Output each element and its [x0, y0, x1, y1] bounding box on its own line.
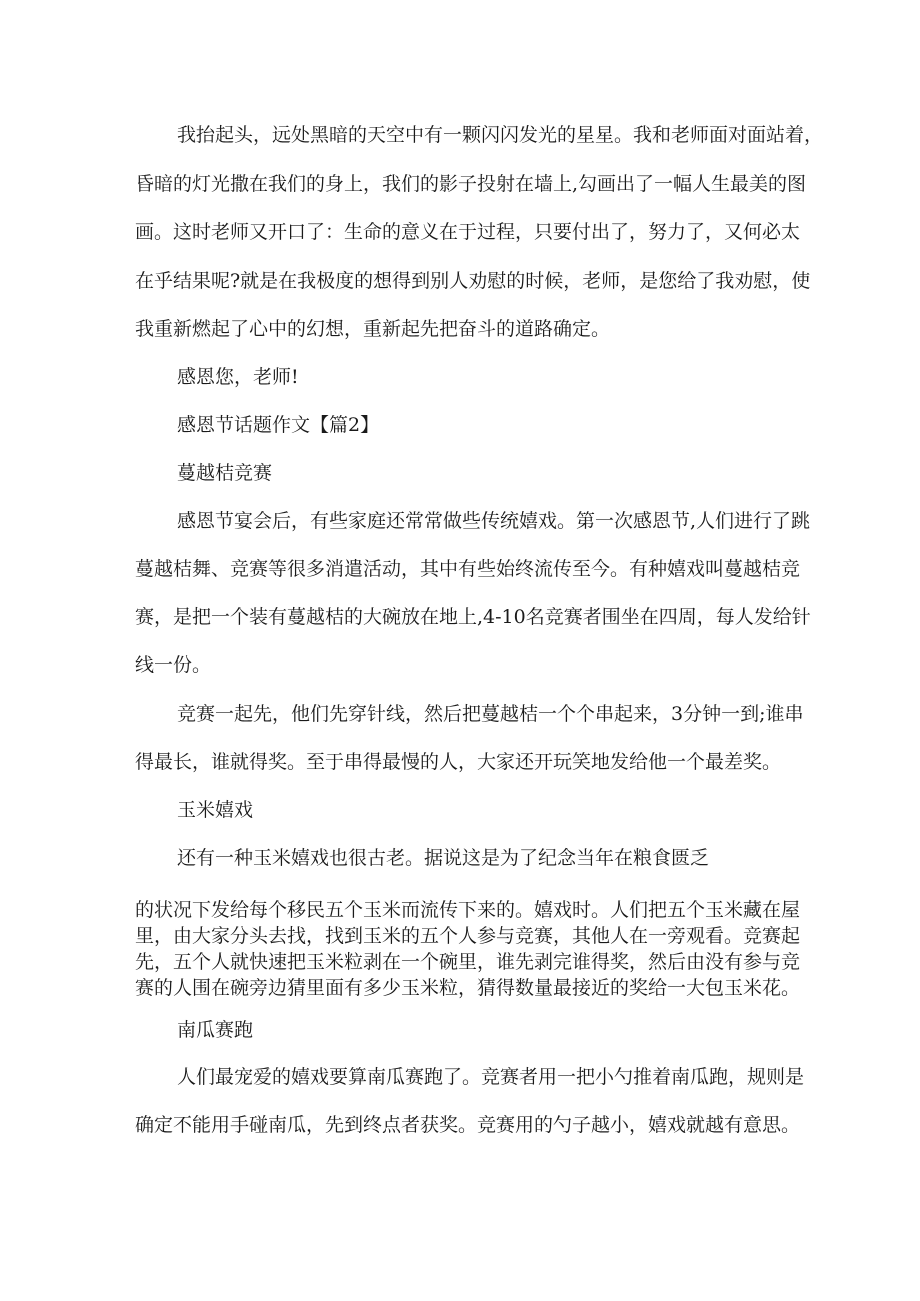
- paragraph-line: 赛，是把一个装有蔓越桔的大碗放在地上,4-10名竞赛者围坐在四周，每人发给针: [135, 606, 811, 628]
- paragraph-line: 还有一种玉米嬉戏也很古老。据说这是为了纪念当年在粮食匮乏: [177, 847, 710, 869]
- subheading: 玉米嬉戏: [177, 799, 254, 821]
- paragraph-line: 确定不能用手碰南瓜，先到终点者获奖。竞赛用的勺子越小，嬉戏就越有意思。: [135, 1114, 801, 1136]
- closing-line: 感恩您，老师!: [177, 366, 299, 388]
- paragraph-line: 的状况下发给每个移民五个玉米而流传下来的。嬉戏时。人们把五个玉米藏在屋: [135, 899, 801, 921]
- paragraph-line: 在乎结果呢?就是在我极度的想得到别人劝慰的时候，老师，是您给了我劝慰，使: [135, 270, 811, 292]
- paragraph-line: 我抬起头，远处黑暗的天空中有一颗闪闪发光的星星。我和老师面对面站着，: [177, 124, 824, 146]
- subheading: 蔓越桔竞赛: [177, 462, 273, 484]
- paragraph-line: 里，由大家分头去找，找到玉米的五个人参与竞赛，其他人在一旁观看。竞赛起: [135, 925, 801, 947]
- paragraph-line: 感恩节宴会后，有些家庭还常常做些传统嬉戏。第一次感恩节,人们进行了跳: [177, 510, 811, 532]
- paragraph-line: 蔓越桔舞、竞赛等很多消遣活动，其中有些始终流传至今。有种嬉戏叫蔓越桔竞: [135, 558, 801, 580]
- paragraph-line: 我重新燃起了心中的幻想，重新起先把奋斗的道路确定。: [135, 318, 611, 340]
- paragraph-line: 得最长，谁就得奖。至于串得最慢的人，大家还开玩笑地发给他一个最差奖。: [135, 751, 782, 773]
- paragraph-line: 竞赛一起先，他们先穿针线，然后把蔓越桔一个个串起来，3分钟一到;谁串: [177, 703, 804, 725]
- subheading: 南瓜赛跑: [177, 1019, 254, 1041]
- section-title: 感恩节话题作文【篇2】: [177, 414, 380, 436]
- paragraph-line: 画。这时老师又开口了：生命的意义在于过程，只要付出了，努力了，又何必太: [135, 221, 801, 243]
- paragraph-line: 昏暗的灯光撒在我们的身上，我们的影子投射在墙上,勾画出了一幅人生最美的图: [135, 173, 807, 195]
- paragraph-line: 赛的人围在碗旁边猜里面有多少玉米粒，猜得数量最接近的奖给一大包玉米花。: [135, 977, 801, 999]
- paragraph-line: 先，五个人就快速把玉米粒剥在一个碗里，谁先剥完谁得奖，然后由没有参与竞: [135, 951, 801, 973]
- paragraph-line: 人们最宠爱的嬉戏要算南瓜赛跑了。竞赛者用一把小勺推着南瓜跑，规则是: [177, 1066, 805, 1088]
- paragraph-line: 线一份。: [135, 654, 212, 676]
